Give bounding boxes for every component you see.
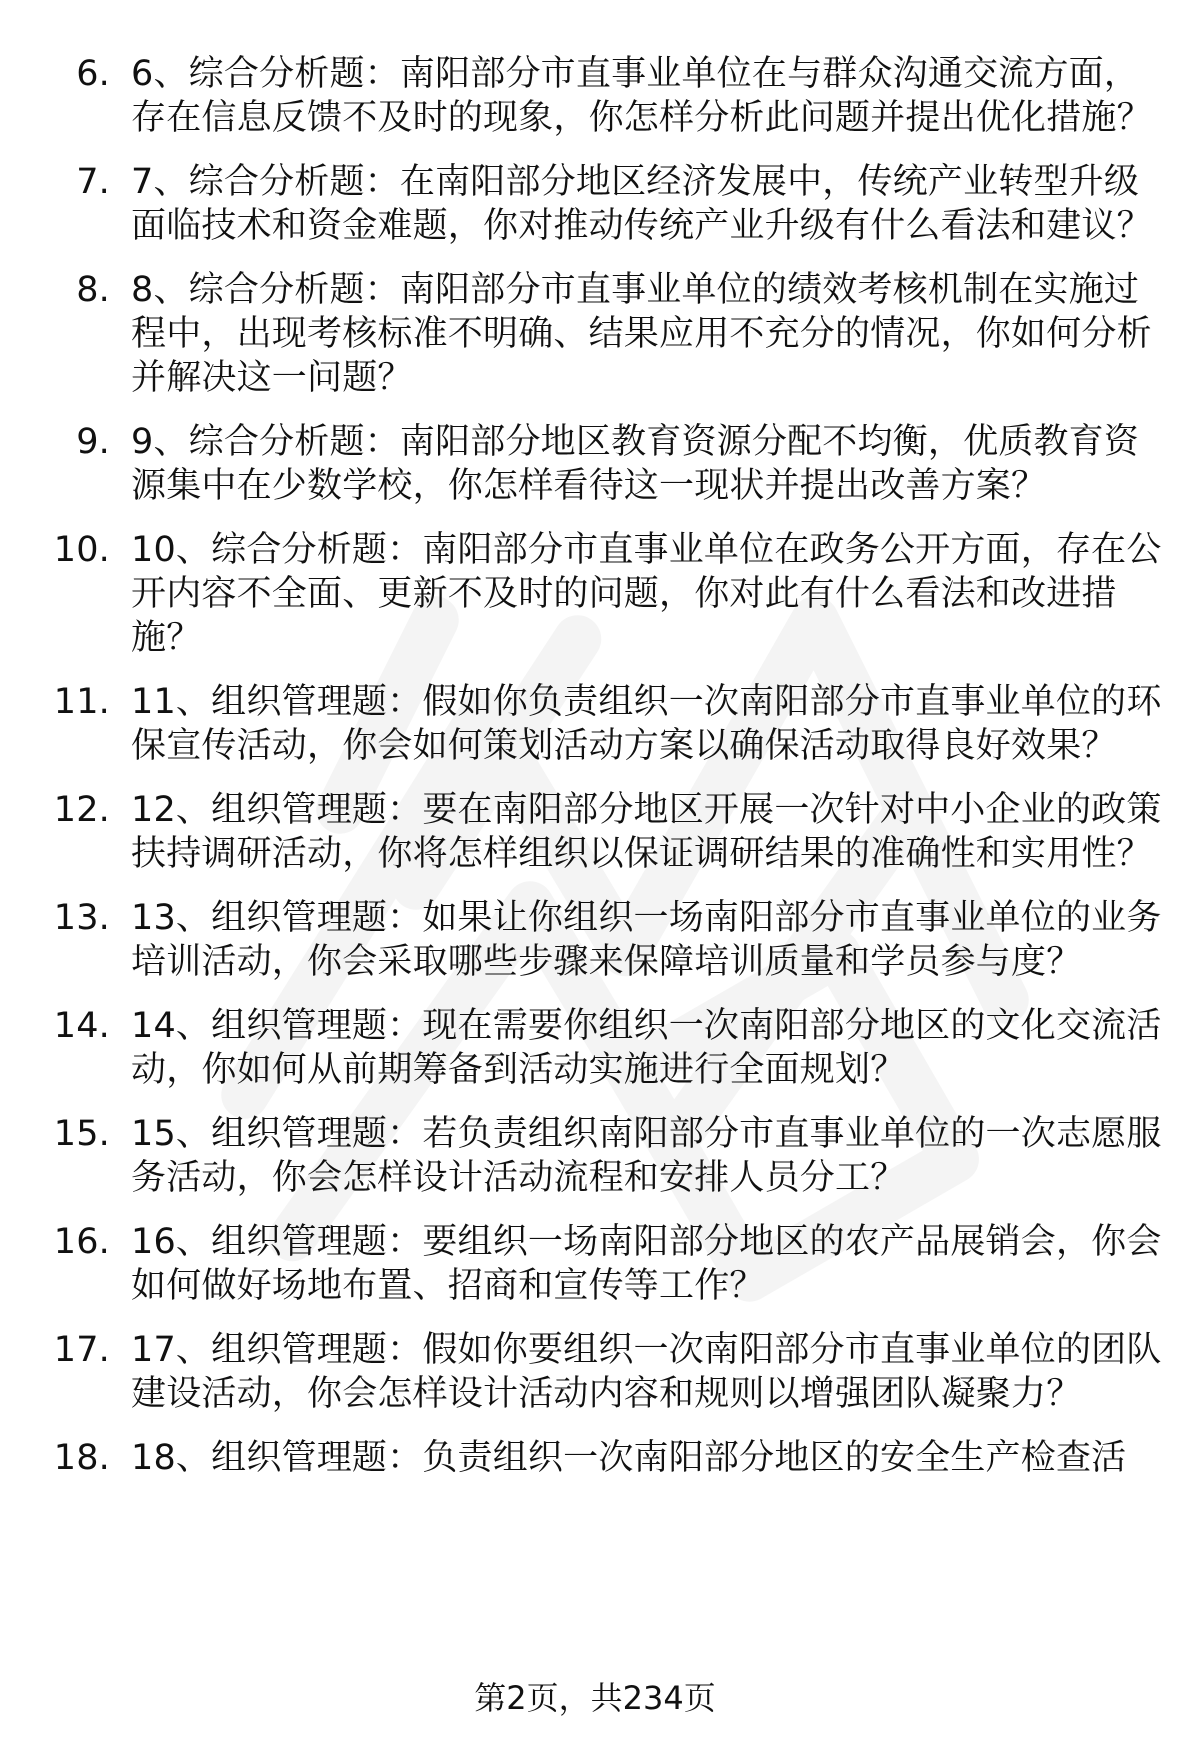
list-item-text: 13、组织管理题：如果让你组织一场南阳部分市直事业单位的业务培训活动，你会采取哪些步骤来保障培训质量和学员参与度？	[131, 898, 1162, 982]
list-item	[0, 268, 1190, 400]
list-item	[0, 420, 1190, 508]
list-item-text: 11、组织管理题：假如你负责组织一次南阳部分市直事业单位的环保宣传活动，你会如何策划活动方案以确保活动取得良好效果？	[131, 682, 1162, 766]
list-item-number: 7.	[76, 162, 110, 202]
list-item-number: 10.	[53, 530, 110, 570]
list-item-text: 15、组织管理题：若负责组织南阳部分市直事业单位的一次志愿服务活动，你会怎样设计活动流程和安排人员分工？	[131, 1114, 1162, 1198]
list-item-number: 15.	[53, 1114, 110, 1154]
list-item-number: 13.	[53, 898, 110, 938]
page-footer: 第2页，共234页	[474, 1679, 716, 1717]
list-item-text: 16、组织管理题：要组织一场南阳部分地区的农产品展销会，你会如何做好场地布置、招商和宣传等工作？	[131, 1222, 1162, 1306]
list-item-number: 17.	[53, 1330, 110, 1370]
list-item-number: 9.	[76, 422, 110, 462]
list-item	[0, 1112, 1190, 1200]
list-item-text: 10、综合分析题：南阳部分市直事业单位在政务公开方面，存在公开内容不全面、更新不及时的问题，你对此有什么看法和改进措施？	[131, 530, 1162, 658]
list-item	[0, 788, 1190, 876]
list-item-text: 8、综合分析题：南阳部分市直事业单位的绩效考核机制在实施过程中，出现考核标准不明确、结果应用不充分的情况，你如何分析并解决这一问题？	[131, 270, 1152, 398]
list-item	[0, 1004, 1190, 1092]
list-item	[0, 528, 1190, 660]
list-item-text: 14、组织管理题：现在需要你组织一次南阳部分地区的文化交流活动，你如何从前期筹备到活动实施进行全面规划？	[131, 1006, 1162, 1090]
list-item	[0, 1328, 1190, 1416]
list-item-number: 11.	[53, 682, 110, 722]
list-item-text: 12、组织管理题：要在南阳部分地区开展一次针对中小企业的政策扶持调研活动，你将怎样组织以保证调研结果的准确性和实用性？	[131, 790, 1162, 874]
list-item-number: 18.	[53, 1438, 110, 1478]
list-item-text: 9、综合分析题：南阳部分地区教育资源分配不均衡，优质教育资源集中在少数学校，你怎样看待这一现状并提出改善方案？	[131, 422, 1140, 506]
list-item	[0, 896, 1190, 984]
list-item	[0, 1436, 1190, 1480]
list-item	[0, 160, 1190, 248]
list-item-text: 7、综合分析题：在南阳部分地区经济发展中，传统产业转型升级面临技术和资金难题，你对推动传统产业升级有什么看法和建议？	[131, 162, 1152, 246]
list-item-text: 18、组织管理题：负责组织一次南阳部分地区的安全生产检查活	[131, 1438, 1127, 1478]
question-list	[0, 52, 1190, 1500]
list-item	[0, 1220, 1190, 1308]
list-item-number: 12.	[53, 790, 110, 830]
list-item-number: 6.	[76, 54, 110, 94]
list-item-number: 16.	[53, 1222, 110, 1262]
list-item	[0, 680, 1190, 768]
list-item-text: 17、组织管理题：假如你要组织一次南阳部分市直事业单位的团队建设活动，你会怎样设计活动内容和规则以增强团队凝聚力？	[131, 1330, 1162, 1414]
list-item-number: 8.	[76, 270, 110, 310]
list-item	[0, 52, 1190, 140]
list-item-text: 6、综合分析题：南阳部分市直事业单位在与群众沟通交流方面，存在信息反馈不及时的现象，你怎样分析此问题并提出优化措施？	[131, 54, 1152, 138]
list-item-number: 14.	[53, 1006, 110, 1046]
